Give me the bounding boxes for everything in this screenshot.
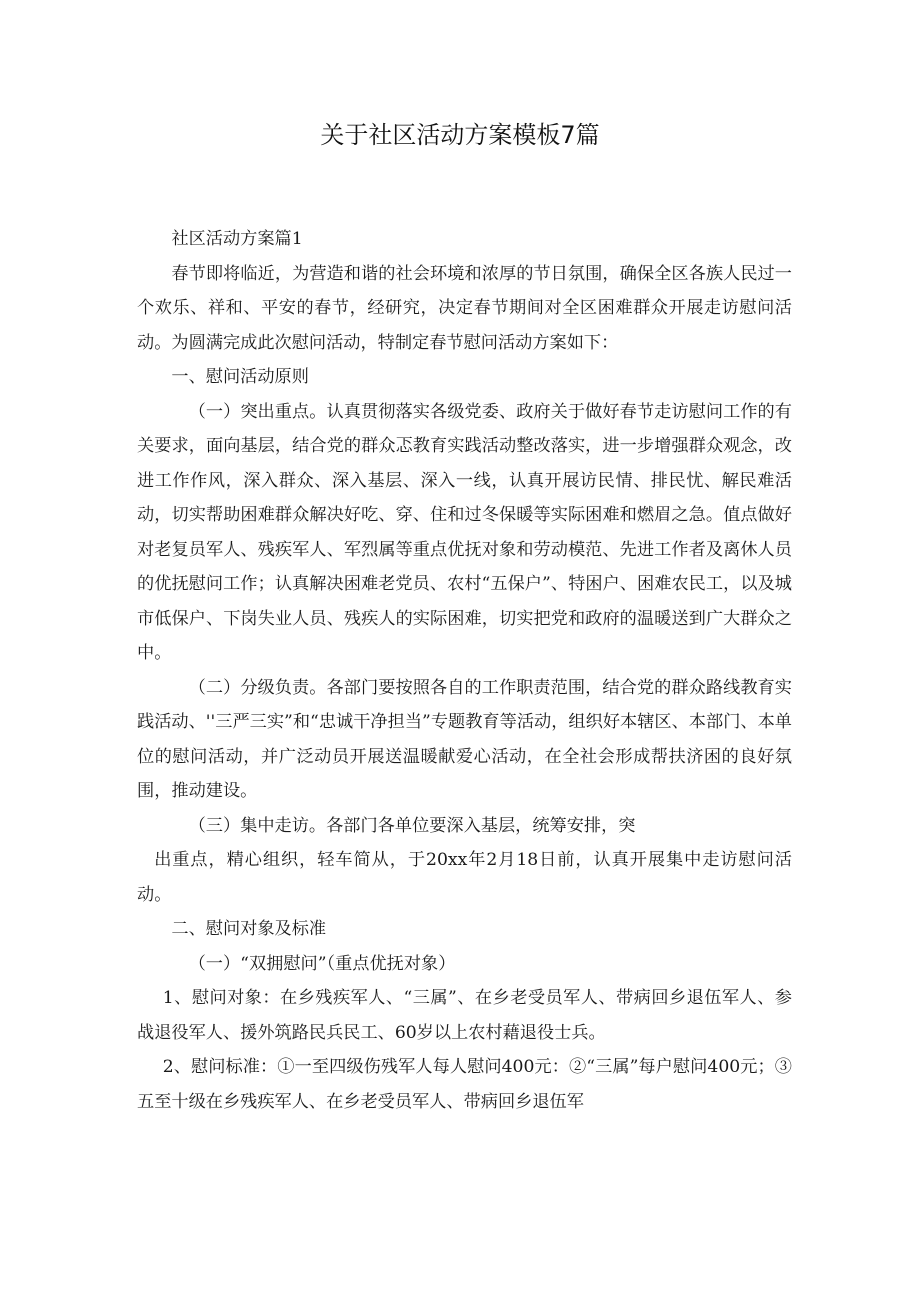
document-title: 关于社区活动方案模板7篇 [320,121,600,149]
heading-targets-standards: 二、慰问对象及标准 [171,919,327,939]
section-heading: 社区活动方案篇1 [171,229,303,249]
paragraph-standards: 2、慰问标准：①一至四级伤残军人每人慰问400元：②“三属”每户慰问400元；③五至十级在乡残疾军人、在乡老受员军人、带病回乡退伍军 [137,1057,792,1112]
paragraph-targets: 1、慰问对象：在乡残疾军人、“三属”、在乡老受员军人、带病回乡退伍军人、参战退役军人、援外筑路民兵民工、60岁以上农村藉退役士兵。 [137,988,792,1043]
paragraph-centralized-visits: （三）集中走访。各部门各单位要深入基层，统筹安排，突 [188,815,636,836]
paragraph-graded-responsibility: （二）分级负责。各部门要按照各自的工作职责范围，结合党的群众路线教育实践活动、''三严三实”和“忠诚干净担当”专题教育等活动，组织好本辖区、本部门、本单位的慰问活动，并广泛动员开展送温暖献爱心活动，在全社会形成帮扶济困的良好氛围，推动建设。 [137,677,792,801]
paragraph-centralized-visits-cont: 出重点，精心组织，轻车简从，于20xx年2月18日前，认真开展集中走访慰问活动。 [137,850,792,905]
paragraph-key-points: （一）突出重点。认真贯彻落实各级党委、政府关于做好春节走访慰问工作的有关要求，面向基层，结合党的群众忑教育实践活动整改落实，进一步增强群众观念，改进工作作风，深入群众、深入基层、深入一线，认真开展访民情、排民忧、解民难活动，切实帮助困难群众解决好吃、穿、住和过冬保暖等实际困难和燃眉之急。值点做好对老复员军人、残疾军人、军烈属等重点优抚对象和劳动模范、先进工作者及离休人员的优抚慰问工作；认真解决困难老党员、农村“五保户”、特困户、困难农民工，以及城市低保户、下岗失业人员、残疾人的实际困难，切实把党和政府的温暖送到广大群众之中。 [137,401,792,663]
heading-principles: 一、慰问活动原则 [171,367,309,387]
document-body [137,222,792,1119]
subheading-double-support: （一）“双拥慰问”（重点优抚对象） [188,953,456,974]
paragraph-intro: 春节即将临近，为营造和谐的社会环境和浓厚的节日氛围，确保全区各族人民过一个欢乐、祥和、平安的春节，经研究，决定春节期间对全区困难群众开展走访慰问活动。为圆满完成此次慰问活动，特制定春节慰问活动方案如下： [137,263,792,353]
